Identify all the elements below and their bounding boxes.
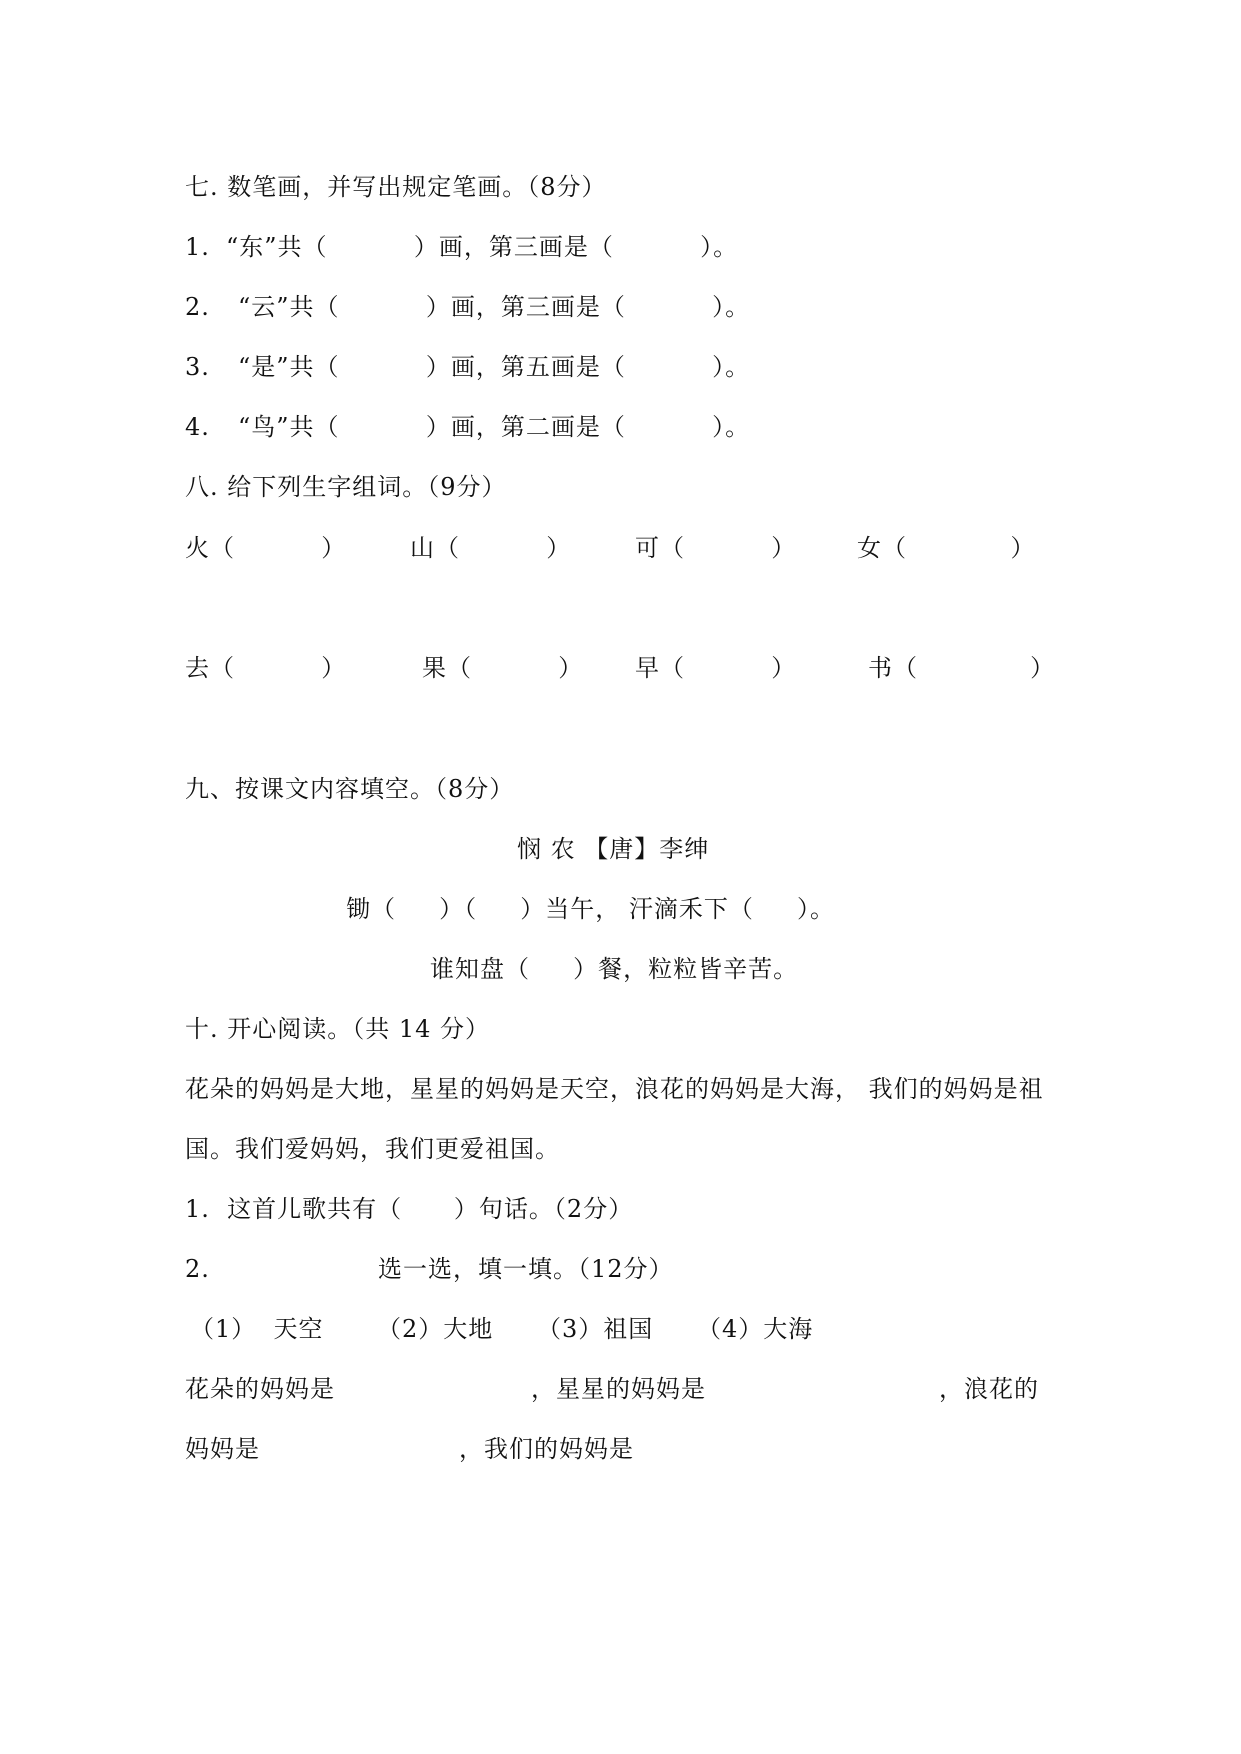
fill-blank-us: ，我们的妈妈是 [459,1435,634,1463]
option-sea: （4）大海 [697,1315,814,1343]
stroke-question-2: “云”共（ ）画，第三画是（ ）。 [238,293,751,321]
reading-passage-line-2: 国。我们爱妈妈，我们更爱祖国。 [185,1135,560,1163]
word-fill-can: 可（ ） [635,534,797,562]
section-8-title: 八. 给下列生字组词。（9分） [185,473,507,501]
stroke-question-2-number: 2. [185,293,210,321]
option-motherland: （3）祖国 [537,1315,654,1343]
poem-title: 悯 农 【唐】李绅 [517,835,710,863]
option-earth: （2）大地 [377,1315,494,1343]
fill-blank-star: ，星星的妈妈是 [531,1375,706,1403]
word-fill-woman: 女（ ） [857,534,1036,562]
option-sky: （1） 天空 [190,1315,324,1343]
stroke-question-3: “是”共（ ）画，第五画是（ ）。 [238,353,751,381]
stroke-question-1-number: 1. [185,233,210,261]
stroke-question-1: “东”共（ ）画，第三画是（ ）。 [226,233,739,261]
fill-blank-flower: 花朵的妈妈是 [185,1375,335,1403]
reading-question-2: 选一选，填一填。（12分） [378,1255,674,1283]
word-fill-early: 早（ ） [635,654,797,682]
word-fill-book: 书（ ） [868,654,1056,682]
reading-passage-line-1: 花朵的妈妈是大地，星星的妈妈是天空，浪花的妈妈是大海， 我们的妈妈是祖 [185,1075,1044,1103]
poem-line-2: 谁知盘（ ）餐，粒粒皆辛苦。 [430,955,799,983]
section-10-title: 十. 开心阅读。（共 14 分） [185,1015,491,1043]
word-fill-fruit: 果（ ） [422,654,584,682]
section-9-title: 九、按课文内容填空。（8分） [185,775,515,803]
reading-question-1: 1. 这首儿歌共有（ ）句话。（2分） [185,1195,634,1223]
word-fill-fire: 火（ ） [185,534,347,562]
stroke-question-4-number: 4. [185,413,210,441]
fill-blank-wave: ，浪花的 [939,1375,1039,1403]
word-fill-mountain: 山（ ） [410,534,572,562]
word-fill-go: 去（ ） [185,654,347,682]
fill-blank-wave-cont: 妈妈是 [185,1435,260,1463]
stroke-question-4: “鸟”共（ ）画，第二画是（ ）。 [238,413,751,441]
reading-question-2-number: 2. [185,1255,210,1283]
stroke-question-3-number: 3. [185,353,210,381]
section-7-title: 七. 数笔画，并写出规定笔画。（8分） [185,173,607,201]
poem-line-1: 锄（ ）（ ）当午， 汗滴禾下（ ）。 [346,895,836,923]
